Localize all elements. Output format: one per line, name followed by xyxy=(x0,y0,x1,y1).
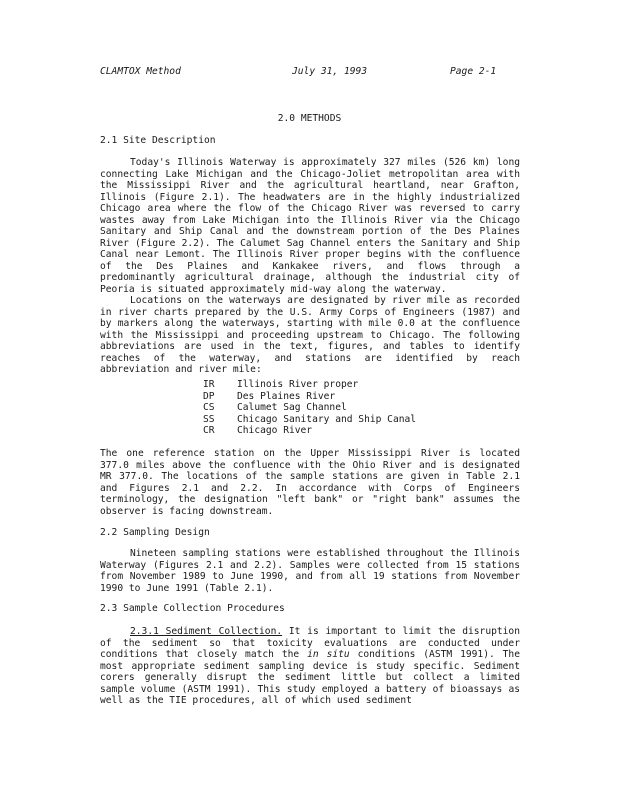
section-2-3-para-1-emphasis: in situ xyxy=(307,649,350,660)
section-heading-2-2: 2.2 Sampling Design xyxy=(100,527,210,538)
abbreviation-item xyxy=(203,402,416,414)
section-2-3-para-1 xyxy=(100,626,520,707)
abbreviation-name: Des Plaines River xyxy=(237,390,336,402)
abbreviation-code: DP xyxy=(203,390,215,402)
abbreviation-code: IR xyxy=(203,379,215,390)
header-page-number: Page 2-1 xyxy=(450,66,497,77)
abbreviation-code: SS xyxy=(203,413,215,425)
section-heading-2-3: 2.3 Sample Collection Procedures xyxy=(100,603,285,614)
section-heading-2-1: 2.1 Site Description xyxy=(100,135,216,146)
header-date: July 31, 1993 xyxy=(292,66,368,77)
abbreviation-item xyxy=(203,425,416,437)
abbreviation-item xyxy=(203,379,416,391)
abbreviation-name: Illinois River proper xyxy=(237,379,359,390)
section-2-1-para-3: The one reference station on the Upper Mississippi River is located 377.0 miles above the confluence with the Ohio River and is designated MR 377.0. The locations of the sample stations are given in Table 2.1 and Figures 2.1 and 2.2. In accordance with Corps of Engineers terminology, the designation "left bank" or "right bank" assumes the observer is facing downstream. xyxy=(100,448,520,517)
section-2-1-para-1: Today's Illinois Waterway is approximately 327 miles (526 km) long connecting Lake Michigan and the Chicago-Joliet metropolitan area with the Mississippi River and the agricultural heartland, near Grafton, Illinois (Figure 2.1). The headwaters are in the highly industrialized Chicago area where the flow of the Chicago River was reversed to carry wastes away from Lake Michigan into the Illinois River via the Chicago Sanitary and Ship Canal and the downstream portion of the Des Plaines River (Figure 2.2). The Calumet Sag Channel enters the Sanitary and Ship Canal near Lemont. The Illinois River proper begins with the confluence of the Des Plaines and Kankakee rivers, and flows through a predominantly agricultural drainage, although the industrial city of Peoria is situated approximately mid-way along the waterway. xyxy=(100,157,520,295)
abbreviation-name: Chicago Sanitary and Ship Canal xyxy=(237,413,417,425)
header-doc-name: CLAMTOX Method xyxy=(100,66,181,77)
abbreviation-list xyxy=(203,379,416,437)
section-2-1-para-2: Locations on the waterways are designated by river mile as recorded in river charts prepared by the U.S. Army Corps of Engineers (1987) and by markers along the waterways, starting with mile 0.0 at the confluence with the Mississippi and proceeding upstream to Chicago. The following abbreviations are used in the text, figures, and tables to identify reaches of the waterway, and stations are identified by reach abbreviation and river mile: xyxy=(100,295,520,375)
section-2-2-block xyxy=(100,548,520,594)
section-2-3-para-1-text-b: conditions (ASTM 1991). The most appropriate sediment sampling device is study specific. Sediment corers generally disrupt the sediment little but collect a limited sample volume (ASTM 1991). This study employed a battery of bioassays as well as the TIE procedures, all of which used sediment xyxy=(100,649,520,706)
chapter-title: 2.0 METHODS xyxy=(277,113,342,124)
abbreviation-name: Chicago River xyxy=(237,425,313,437)
abbreviation-code: CR xyxy=(203,425,215,437)
section-2-2-para-1: Nineteen sampling stations were established throughout the Illinois Waterway (Figures 2.1 and 2.2). Samples were collected from 15 stations from November 1989 to June 1990, and from all 19 stations from November 1990 to June 1991 (Table 2.1). xyxy=(100,548,520,594)
abbreviation-code: CS xyxy=(203,402,215,414)
abbreviation-name: Calumet Sag Channel xyxy=(237,402,347,414)
section-2-3-block xyxy=(100,626,520,707)
page-header xyxy=(100,66,530,80)
section-2-1-para-3-block xyxy=(100,448,520,517)
abbreviation-item xyxy=(203,414,416,426)
subsection-heading-2-3-1: 2.3.1 Sediment Collection. xyxy=(130,626,283,637)
section-2-1-para-1-block xyxy=(100,157,520,376)
abbreviation-item xyxy=(203,391,416,403)
section-2-3-para-1-text-a: It is important to limit the disruption of the sediment so that toxicity evaluations are conducted under conditions that closely match the xyxy=(100,626,520,660)
